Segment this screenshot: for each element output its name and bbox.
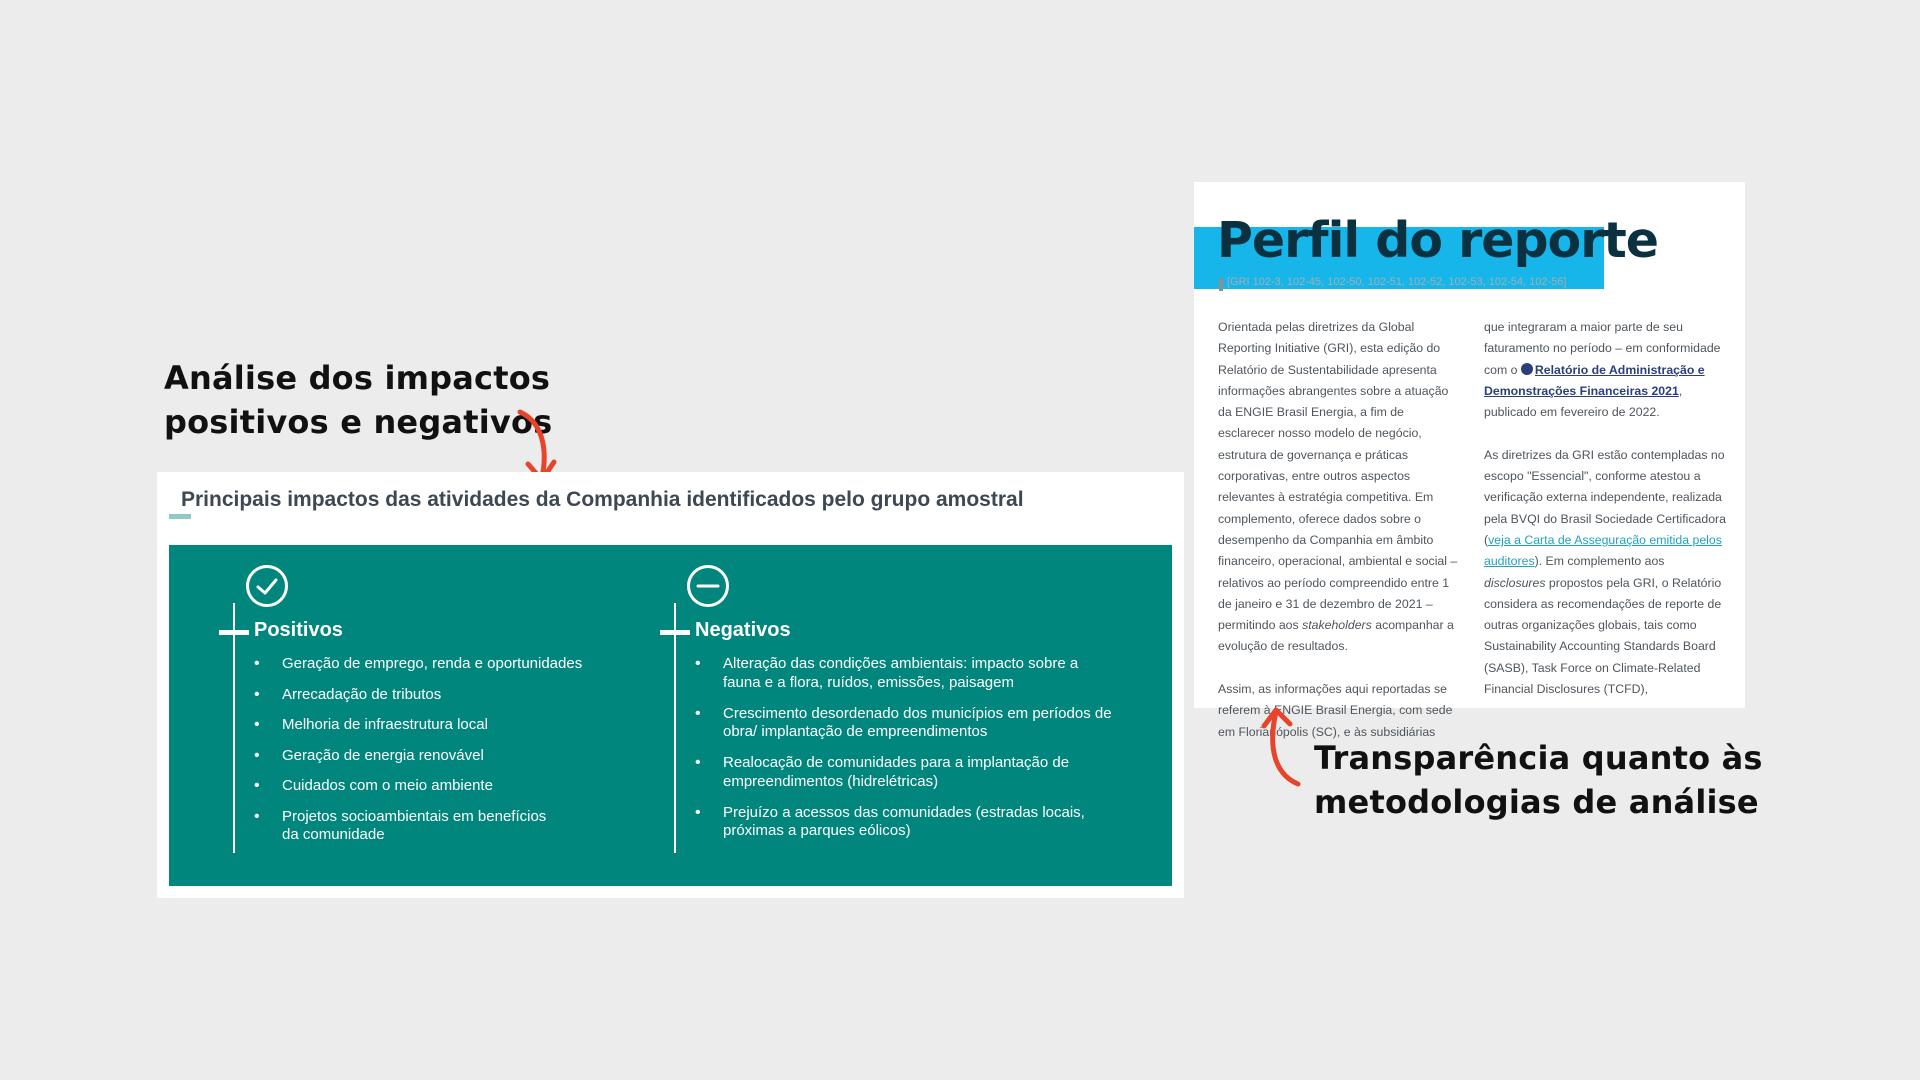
timeline-tick — [219, 630, 249, 635]
positives-title: Positivos — [254, 619, 343, 641]
annotation-impacts-line-2: positivos e negativos — [164, 403, 553, 441]
list-item: • Crescimento desordenado dos municípios em períodos de obra/ implantação de empreendimentos — [695, 705, 1125, 742]
timeline-tick — [660, 630, 690, 635]
impacts-title: Principais impactos das atividades da Companhia identificados pelo grupo amostral — [181, 488, 1024, 511]
text-column-1 — [1218, 317, 1458, 764]
annotation-transparency-line-2: metodologias de análise — [1314, 783, 1759, 821]
report-title: Perfil do reporte — [1217, 212, 1659, 269]
list-item: • Realocação de comunidades para a implantação de empreendimentos (hidrelétricas) — [695, 754, 1085, 791]
annotation-transparency — [1314, 736, 1774, 824]
list-item: • Prejuízo a acessos das comunidades (estradas locais, próximas a parques eólicos) — [695, 804, 1085, 841]
positives-list — [254, 655, 664, 857]
minus-circle-icon — [687, 565, 729, 607]
paragraph-text: , publicado em fevereiro de 2022. — [1484, 383, 1683, 420]
paragraph-text: As diretrizes da GRI estão contempladas no escopo "Essencial", conforme atestou a verificação externa independente, realizada pela BVQI do Brasil Sociedade Certificadora ( — [1484, 447, 1726, 547]
annotation-impacts-line-1: Análise dos impactos — [164, 359, 551, 397]
paragraph — [1484, 317, 1726, 423]
text-column-2 — [1484, 317, 1726, 722]
list-item: • Projetos socioambientais em benefícios da comunidade — [254, 808, 554, 845]
list-item: • Arrecadação de tributos — [254, 686, 664, 705]
gri-marker — [1219, 278, 1223, 291]
list-item: • Geração de energia renovável — [254, 747, 664, 766]
paragraph-text: acompanhar a evolução de resultados. — [1218, 618, 1454, 654]
check-circle-icon — [246, 565, 288, 607]
assurance-letter-link[interactable]: veja a Carta de Asseguração emitida pelos auditores — [1484, 532, 1722, 569]
impacts-panel — [169, 545, 1172, 886]
financial-report-link[interactable]: Relatório de Administração e Demonstrações Financeiras 2021 — [1484, 362, 1705, 398]
negatives-list — [695, 655, 1125, 853]
negatives-title: Negativos — [695, 619, 791, 641]
timeline-line — [674, 603, 676, 853]
list-item: • Cuidados com o meio ambiente — [254, 777, 664, 796]
emphasis-text: disclosures — [1484, 575, 1546, 590]
annotation-transparency-line-1: Transparência quanto às — [1314, 739, 1763, 777]
paragraph-text: ). Em complemento aos — [1534, 554, 1665, 569]
report-page — [1194, 182, 1745, 739]
list-item: • Geração de emprego, renda e oportunidades — [254, 655, 664, 674]
emphasis-text: stakeholders — [1302, 618, 1372, 633]
list-item: • Melhoria de infraestrutura local — [254, 716, 664, 735]
paragraph-text: Orientada pelas diretrizes da Global Reporting Initiative (GRI), esta edição do Relatório de Sustentabilidade apresenta informações abrangentes sobre a atuação da ENGIE Brasil Energia, a fim de esclarecer nosso modelo de negócio, estrutura de governança e práticas corporativas, entre outros aspectos relevantes à estratégia competitiva. Em complemento, oferece dados sobre o desempenho da Companhia em âmbito financeiro, operacional, ambiental e social – relativos ao período compreendido entre 1 de janeiro e 31 de dezembro de 2021 – permitindo aos — [1218, 320, 1458, 633]
timeline-line — [233, 603, 235, 853]
external-link-icon — [1521, 363, 1533, 375]
title-accent-bar — [169, 514, 191, 519]
impacts-card — [157, 472, 1184, 898]
paragraph-text: que integraram a maior parte de seu faturamento no período – em conformidade com o — [1484, 320, 1721, 377]
gri-references: [GRI 102-3, 102-45, 102-50, 102-51, 102-52, 102-53, 102-54, 102-56] — [1227, 276, 1567, 288]
negatives-column — [660, 545, 1130, 886]
positives-column — [219, 545, 659, 886]
paragraph — [1218, 317, 1458, 658]
paragraph: Assim, as informações aqui reportadas se referem à ENGIE Brasil Energia, com sede em Florianópolis (SC), e às subsidiárias — [1218, 682, 1453, 739]
list-item: • Alteração das condições ambientais: impacto sobre a fauna e a flora, ruídos, emissões, paisagem — [695, 655, 1085, 692]
paragraph — [1484, 445, 1726, 701]
arrow-up-icon — [1258, 700, 1308, 790]
paragraph-text: propostos pela GRI, o Relatório considera as recomendações de reporte de outras organizações globais, tais como Sustainability Accounting Standards Board (SASB), Task Force on Climate-Related Financial Disclosures (TCFD), — [1484, 575, 1722, 697]
